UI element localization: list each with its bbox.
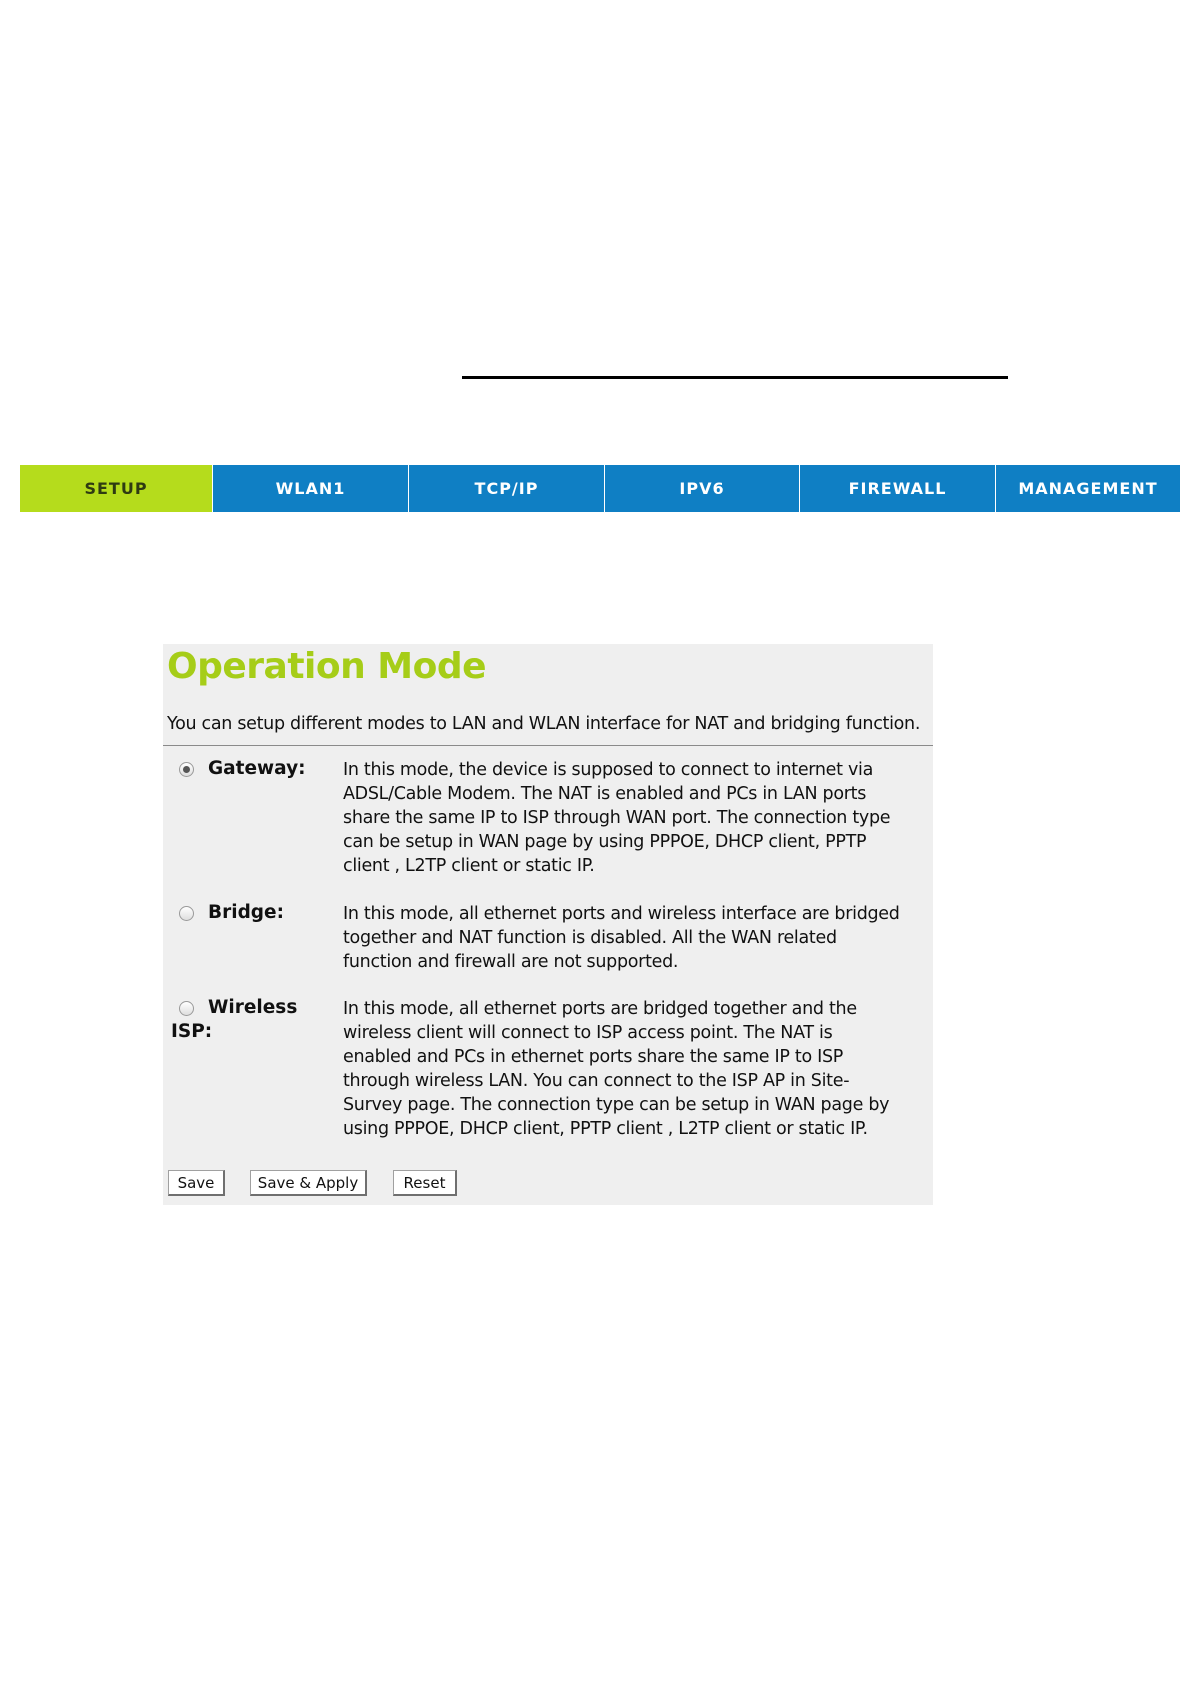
wireless-isp-description-line: Survey page. The connection type can be setup in WAN page by [343, 1095, 890, 1115]
gateway-label: Gateway: [208, 758, 306, 779]
gateway-description-line: client , L2TP client or static IP. [343, 856, 595, 876]
gateway-description-line: share the same IP to ISP through WAN port. The connection type [343, 808, 891, 828]
tab-tcpip[interactable]: TCP/IP [409, 465, 605, 512]
main-nav [20, 465, 1180, 512]
wireless-isp-description-line: using PPPOE, DHCP client, PPTP client , L2TP client or static IP. [343, 1119, 868, 1139]
wireless-isp-description [343, 997, 923, 1141]
gateway-description [343, 758, 923, 878]
wireless-isp-description-line: In this mode, all ethernet ports are bridged together and the [343, 999, 857, 1019]
bridge-description-line: In this mode, all ethernet ports and wireless interface are bridged [343, 904, 900, 924]
page-intro: You can setup different modes to LAN and WLAN interface for NAT and bridging function. [167, 714, 921, 734]
tab-setup[interactable]: SETUP [20, 465, 213, 512]
gateway-description-line: ADSL/Cable Modem. The NAT is enabled and PCs in LAN ports [343, 784, 867, 804]
reset-button[interactable]: Reset [393, 1170, 457, 1196]
bridge-description-line: function and firewall are not supported. [343, 952, 679, 972]
bridge-description-line: together and NAT function is disabled. All the WAN related [343, 928, 837, 948]
bridge-description [343, 902, 923, 974]
save-apply-button[interactable]: Save & Apply [250, 1170, 367, 1196]
wireless-isp-label-line2: ISP: [171, 1021, 213, 1042]
bridge-radio[interactable] [179, 906, 194, 921]
wireless-isp-label: Wireless [208, 997, 298, 1018]
wireless-isp-radio[interactable] [179, 1001, 194, 1016]
header-rule [462, 376, 1008, 379]
bridge-label: Bridge: [208, 902, 284, 923]
tab-management[interactable]: MANAGEMENT [1018, 479, 1158, 498]
page-title: Operation Mode [167, 646, 487, 687]
wireless-isp-description-line: through wireless LAN. You can connect to the ISP AP in Site- [343, 1071, 850, 1091]
tab-wlan1[interactable]: WLAN1 [213, 465, 409, 512]
gateway-description-line: In this mode, the device is supposed to connect to internet via [343, 760, 874, 780]
wireless-isp-description-line: enabled and PCs in ethernet ports share the same IP to ISP [343, 1047, 844, 1067]
save-button[interactable]: Save [168, 1170, 225, 1196]
gateway-radio[interactable] [179, 762, 194, 777]
gateway-description-line: can be setup in WAN page by using PPPOE, DHCP client, PPTP [343, 832, 867, 852]
tab-ipv6[interactable]: IPV6 [605, 465, 800, 512]
divider [163, 745, 933, 746]
tab-firewall[interactable]: FIREWALL [800, 465, 996, 512]
wireless-isp-description-line: wireless client will connect to ISP access point. The NAT is [343, 1023, 833, 1043]
operation-mode-panel [163, 644, 933, 1205]
